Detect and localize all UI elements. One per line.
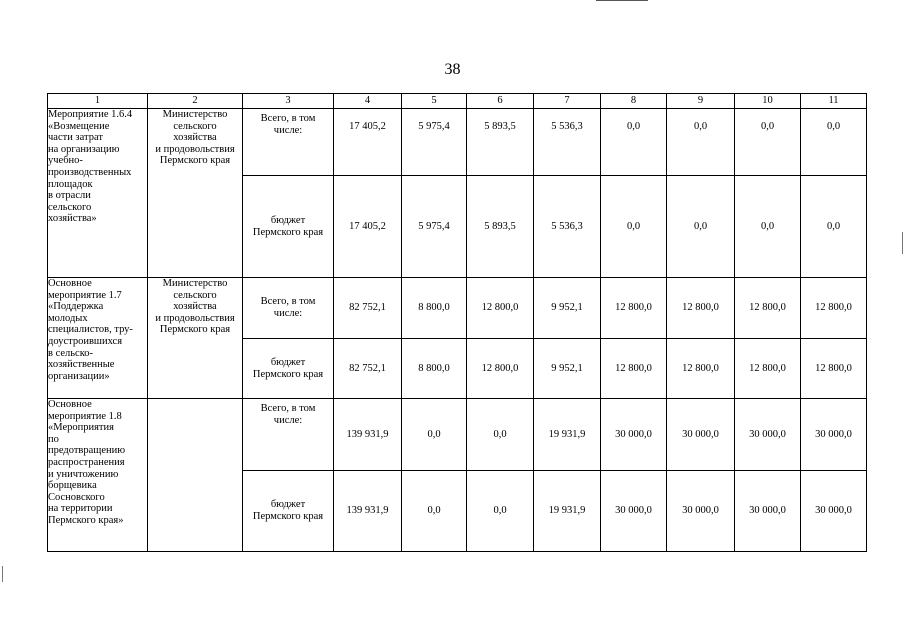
column-header: 1: [48, 94, 148, 109]
table-row: [48, 109, 867, 176]
budget-table: [47, 93, 867, 552]
value-cell: 12 800,0: [467, 339, 534, 399]
value-cell: 30 000,0: [667, 471, 735, 552]
value-cell: 30 000,0: [601, 399, 667, 471]
value-cell: 0,0: [801, 109, 867, 176]
value-cell: 5 975,4: [402, 176, 467, 278]
value-cell: 0,0: [601, 176, 667, 278]
value-cell: 12 800,0: [601, 339, 667, 399]
value-cell: 0,0: [601, 109, 667, 176]
value-cell: 5 975,4: [402, 109, 467, 176]
value-cell: 9 952,1: [534, 339, 601, 399]
top-rule: [596, 0, 648, 1]
column-header: 6: [467, 94, 534, 109]
column-header: 11: [801, 94, 867, 109]
executor-cell: [148, 399, 243, 552]
value-cell: 0,0: [667, 109, 735, 176]
executor-cell: Министерство сельского хозяйства и продовольствия Пермского края: [148, 109, 243, 278]
value-cell: 12 800,0: [467, 278, 534, 339]
page-number: 38: [444, 61, 461, 78]
funding-source-cell: бюджет Пермского края: [243, 339, 334, 399]
value-cell: 82 752,1: [334, 278, 402, 339]
value-cell: 12 800,0: [801, 339, 867, 399]
funding-source-cell: бюджет Пермского края: [243, 471, 334, 552]
value-cell: 9 952,1: [534, 278, 601, 339]
column-header: 5: [402, 94, 467, 109]
value-cell: 8 800,0: [402, 339, 467, 399]
column-header: 7: [534, 94, 601, 109]
value-cell: 17 405,2: [334, 176, 402, 278]
value-cell: 139 931,9: [334, 399, 402, 471]
value-cell: 30 000,0: [801, 471, 867, 552]
value-cell: 19 931,9: [534, 399, 601, 471]
value-cell: 139 931,9: [334, 471, 402, 552]
column-header: 2: [148, 94, 243, 109]
executor-cell: Министерство сельского хозяйства и продовольствия Пермского края: [148, 278, 243, 399]
table-row: [48, 399, 867, 471]
value-cell: 8 800,0: [402, 278, 467, 339]
value-cell: 0,0: [667, 176, 735, 278]
value-cell: 0,0: [467, 399, 534, 471]
value-cell: 30 000,0: [735, 399, 801, 471]
value-cell: 5 536,3: [534, 176, 601, 278]
value-cell: 0,0: [402, 471, 467, 552]
value-cell: 12 800,0: [801, 278, 867, 339]
value-cell: 17 405,2: [334, 109, 402, 176]
value-cell: 12 800,0: [601, 278, 667, 339]
funding-source-cell: Всего, в том числе:: [243, 399, 334, 471]
column-header: 3: [243, 94, 334, 109]
value-cell: 30 000,0: [735, 471, 801, 552]
funding-source-cell: бюджет Пермского края: [243, 176, 334, 278]
value-cell: 5 536,3: [534, 109, 601, 176]
value-cell: 30 000,0: [801, 399, 867, 471]
table-row: [48, 278, 867, 339]
column-header: 9: [667, 94, 735, 109]
scan-edge-mark: [902, 232, 903, 254]
measure-name-cell: Основное мероприятие 1.8 «Мероприятия по предотвращению распространения и уничтожению борщевика Сосновского на территории Пермского края»: [48, 399, 148, 552]
value-cell: 19 931,9: [534, 471, 601, 552]
measure-name-cell: Основное мероприятие 1.7 «Поддержка молодых специалистов, тру- доустроившихся в сельско- хозяйственные организации»: [48, 278, 148, 399]
value-cell: 5 893,5: [467, 176, 534, 278]
value-cell: 0,0: [735, 176, 801, 278]
scan-edge-mark: [2, 566, 3, 582]
value-cell: 0,0: [735, 109, 801, 176]
value-cell: 12 800,0: [667, 339, 735, 399]
column-header: 8: [601, 94, 667, 109]
value-cell: 0,0: [467, 471, 534, 552]
measure-name-cell: Мероприятие 1.6.4 «Возмещение части затрат на организацию учебно- производственных площадок в отрасли сельского хозяйства»: [48, 109, 148, 278]
funding-source-cell: Всего, в том числе:: [243, 278, 334, 339]
value-cell: 82 752,1: [334, 339, 402, 399]
column-header: 10: [735, 94, 801, 109]
value-cell: 12 800,0: [735, 339, 801, 399]
value-cell: 0,0: [801, 176, 867, 278]
header-row: [48, 94, 867, 109]
value-cell: 5 893,5: [467, 109, 534, 176]
funding-source-cell: Всего, в том числе:: [243, 109, 334, 176]
value-cell: 12 800,0: [735, 278, 801, 339]
value-cell: 12 800,0: [667, 278, 735, 339]
column-header: 4: [334, 94, 402, 109]
value-cell: 0,0: [402, 399, 467, 471]
value-cell: 30 000,0: [601, 471, 667, 552]
value-cell: 30 000,0: [667, 399, 735, 471]
